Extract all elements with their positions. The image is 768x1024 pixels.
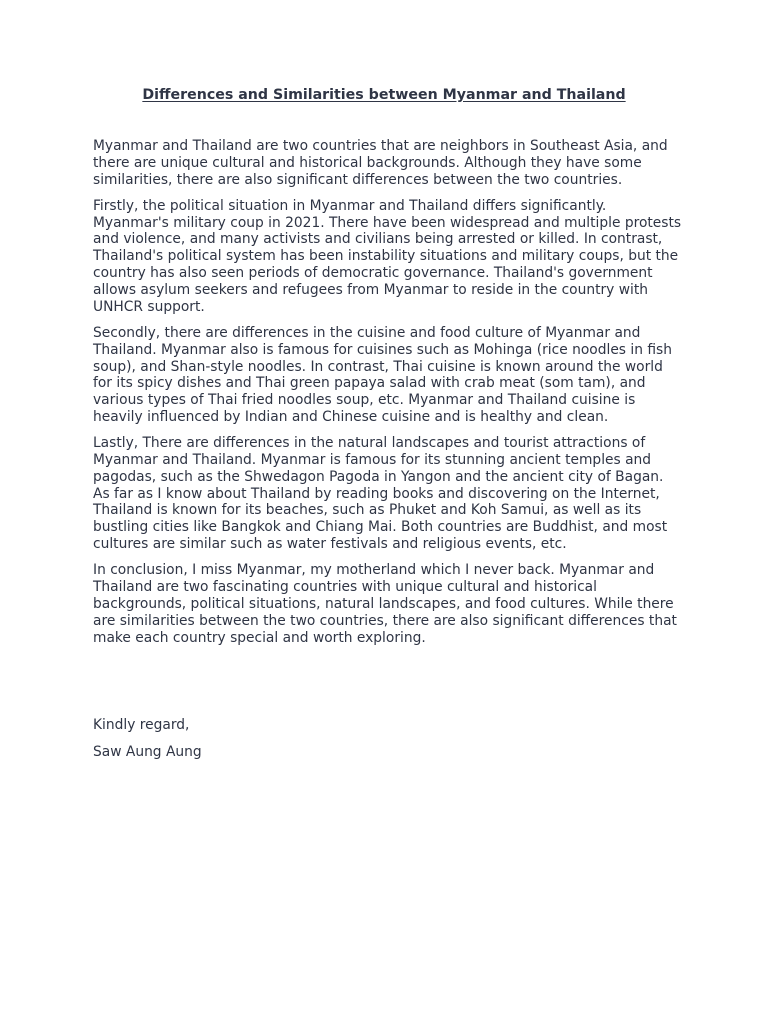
signature-name: Saw Aung Aung	[93, 744, 202, 760]
paragraph-cuisine: Secondly, there are differences in the cuisine and food culture of Myanmar and Thailand. Myanmar also is famous for cuisines such as Mohinga (rice noodles in fish soup), and Shan-style noodles. In contrast, Thai cuisine is known around the world for its spicy dishes and Thai green papaya salad with crab meat (som tam), and various types of Thai fried noodles soup, etc. Myanmar and Thailand cuisine is heavily influenced by Indian and Chinese cuisine and is healthy and clean.	[93, 324, 672, 425]
closing-line: Kindly regard,	[93, 717, 190, 733]
paragraph-political: Firstly, the political situation in Myanmar and Thailand differs significantly. Myanmar's military coup in 2021. There have been widespread and multiple protests and violence, and many activists and civilians being arrested or killed. In contrast, Thailand's political system has been instability situations and military coups, but the country has also seen periods of democratic governance. Thailand's government allows asylum seekers and refugees from Myanmar to reside in the country with UNHCR support.	[93, 197, 682, 315]
paragraph-conclusion: In conclusion, I miss Myanmar, my motherland which I never back. Myanmar and Thailand are two fascinating countries with unique cultural and historical backgrounds, political situations, natural landscapes, and food cultures. While there are similarities between the two countries, there are also significant differences that make each country special and worth exploring.	[93, 562, 677, 646]
paragraph-landscapes: Lastly, There are differences in the natural landscapes and tourist attractions of Myanmar and Thailand. Myanmar is famous for its stunning ancient temples and pagodas, such as the Shwedagon Pagoda in Yangon and the ancient city of Bagan. As far as I know about Thailand by reading books and discovering on the Internet, Thailand is known for its beaches, such as Phuket and Koh Samui, as well as its bustling cities like Bangkok and Chiang Mai. Both countries are Buddhist, and most cultures are similar such as water festivals and religious events, etc.	[93, 435, 668, 553]
paragraph-intro: Myanmar and Thailand are two countries that are neighbors in Southeast Asia, and there are unique cultural and historical backgrounds. Although they have some similarities, there are also significant differences between the two countries.	[93, 138, 668, 188]
document-body	[93, 138, 683, 656]
document-title: Differences and Similarities between Myanmar and Thailand	[142, 87, 626, 103]
